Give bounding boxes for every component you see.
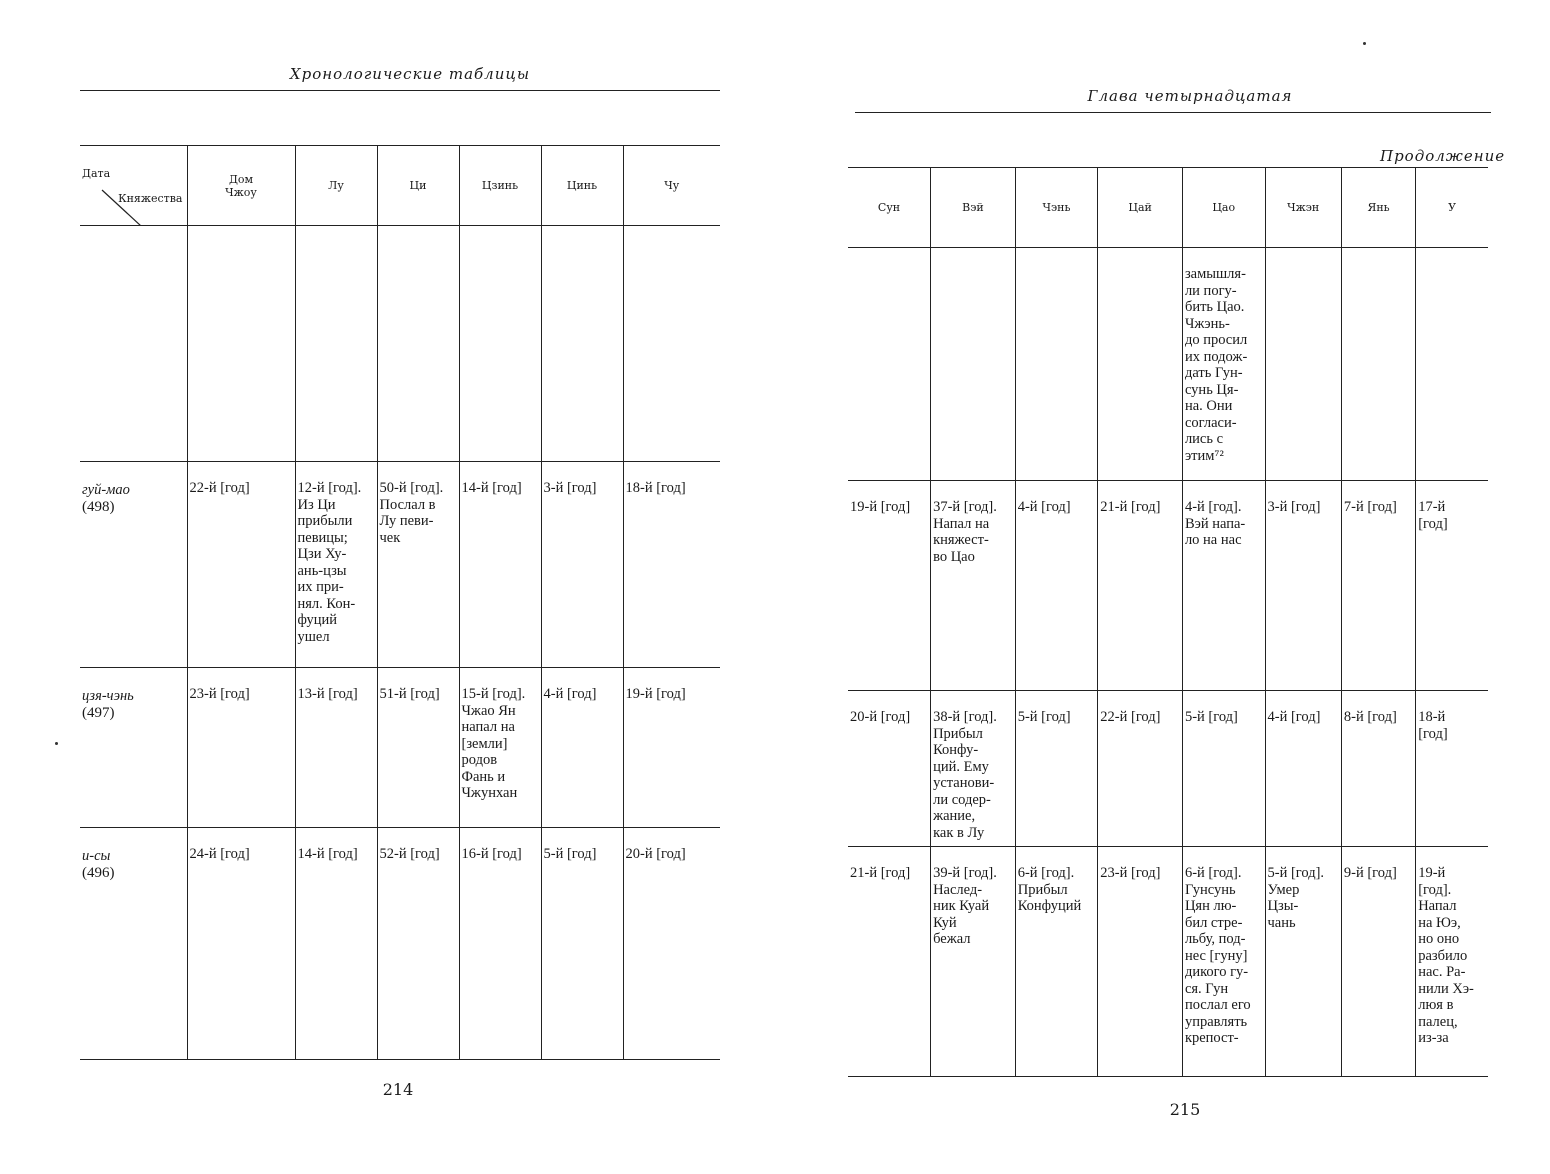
- header-rule: [80, 90, 720, 91]
- date-year: (498): [82, 499, 115, 515]
- column-header: Янь: [1341, 168, 1415, 248]
- column-header: Чжэн: [1265, 168, 1341, 248]
- date-year: (496): [82, 865, 115, 881]
- column-header: Вэй: [931, 168, 1016, 248]
- table-cell: 37-й [год]. Напал на княжест- во Цао: [931, 481, 1016, 691]
- scan-speck: [55, 742, 58, 745]
- table-cell: 20-й [год]: [848, 691, 931, 847]
- table-cell: 15-й [год]. Чжао Ян напал на [земли] родов Фань и Чжунхан: [459, 668, 541, 828]
- column-header: Дом Чжоу: [187, 146, 295, 226]
- table-cell: 52-й [год]: [377, 828, 459, 1060]
- table-cell: 18-й [год]: [1416, 691, 1488, 847]
- table-cell: [187, 226, 295, 462]
- column-header: Сун: [848, 168, 931, 248]
- table-cell: 18-й [год]: [623, 462, 720, 668]
- table-row: [80, 226, 720, 462]
- table-cell: 19-й [год]. Напал на Юэ, но оно разбило нас. Ра- нили Хэ- люя в палец, из-за: [1416, 847, 1488, 1077]
- right-page: [775, 0, 1550, 1174]
- table-cell: 5-й [год]. Умер Цзы- чань: [1265, 847, 1341, 1077]
- table-cell: 4-й [год]: [1265, 691, 1341, 847]
- table-cell: 14-й [год]: [459, 462, 541, 668]
- table-cell: 22-й [год]: [1098, 691, 1183, 847]
- table-cell: 6-й [год]. Прибыл Конфуций: [1015, 847, 1098, 1077]
- column-header: Лу: [295, 146, 377, 226]
- table-cell: 9-й [год]: [1341, 847, 1415, 1077]
- date-cell: [80, 462, 187, 668]
- column-header: Чу: [623, 146, 720, 226]
- table-cell: 21-й [год]: [1098, 481, 1183, 691]
- table-cell: [1265, 248, 1341, 481]
- column-header: Чэнь: [1015, 168, 1098, 248]
- date-cell: [80, 668, 187, 828]
- date-cyclical: цзя-чэнь: [82, 688, 134, 704]
- continued-label: Продолжение: [1380, 147, 1506, 165]
- header-rule: [855, 112, 1491, 113]
- table-cell: 14-й [год]: [295, 828, 377, 1060]
- chronology-table-left: [80, 145, 720, 1060]
- page-number: 215: [1169, 1100, 1201, 1119]
- table-cell: 19-й [год]: [623, 668, 720, 828]
- table-cell: 51-й [год]: [377, 668, 459, 828]
- table-cell: 7-й [год]: [1341, 481, 1415, 691]
- table-cell: 21-й [год]: [848, 847, 931, 1077]
- table-row: [848, 691, 1488, 847]
- table-cell: 6-й [год]. Гунсунь Цян лю- бил стре- льбу, под- нес [гуну] дикого гу- ся. Гун послал его управлять крепост-: [1182, 847, 1265, 1077]
- chronology-table-right: [848, 167, 1488, 1077]
- date-cell: [80, 828, 187, 1060]
- column-header: Цао: [1182, 168, 1265, 248]
- table-cell: [623, 226, 720, 462]
- table-cell: [541, 226, 623, 462]
- table-cell: 38-й [год]. Прибыл Конфу- ций. Ему установи- ли содер- жание, как в Лу: [931, 691, 1016, 847]
- table-cell: 12-й [год]. Из Ци прибыли певицы; Цзи Ху- ань-цзы их при- нял. Кон- фуций ушел: [295, 462, 377, 668]
- scan-speck: [1363, 42, 1366, 45]
- corner-bottom-label: Дата: [82, 166, 111, 180]
- date-cell: [80, 226, 187, 462]
- table-cell: 24-й [год]: [187, 828, 295, 1060]
- table-cell: 19-й [год]: [848, 481, 931, 691]
- table-cell: 16-й [год]: [459, 828, 541, 1060]
- column-header: Цай: [1098, 168, 1183, 248]
- table-row: [80, 462, 720, 668]
- date-cyclical: и-сы: [82, 848, 111, 864]
- date-year: (497): [82, 705, 115, 721]
- table-row: [80, 668, 720, 828]
- table-cell: 3-й [год]: [1265, 481, 1341, 691]
- header-row: [80, 146, 720, 226]
- table-cell: [848, 248, 931, 481]
- column-header: Цзинь: [459, 146, 541, 226]
- running-head: Глава четырнадцатая: [1087, 87, 1293, 105]
- table-cell: 3-й [год]: [541, 462, 623, 668]
- table-cell: замышля- ли погу- бить Цао. Чжэнь- до просил их подож- дать Гун- сунь Ця- на. Они согласи- лись с этим⁷²: [1182, 248, 1265, 481]
- corner-top-label: Княжества: [118, 191, 183, 205]
- running-head: Хронологические таблицы: [289, 65, 531, 83]
- table-cell: [931, 248, 1016, 481]
- table-cell: [1416, 248, 1488, 481]
- table-cell: [1098, 248, 1183, 481]
- table-cell: [377, 226, 459, 462]
- table-cell: 4-й [год]. Вэй напа- ло на нас: [1182, 481, 1265, 691]
- table-cell: [459, 226, 541, 462]
- table-cell: [295, 226, 377, 462]
- table-row: [848, 481, 1488, 691]
- table-cell: [1341, 248, 1415, 481]
- table-row: [848, 847, 1488, 1077]
- column-header: Ци: [377, 146, 459, 226]
- table-cell: 23-й [год]: [187, 668, 295, 828]
- table-cell: 5-й [год]: [1182, 691, 1265, 847]
- corner-header: [80, 146, 187, 226]
- table-cell: 39-й [год]. Наслед- ник Куай Куй бежал: [931, 847, 1016, 1077]
- table-cell: 5-й [год]: [1015, 691, 1098, 847]
- table-cell: 13-й [год]: [295, 668, 377, 828]
- table-row: [80, 828, 720, 1060]
- page-number: 214: [382, 1080, 414, 1099]
- header-row: [848, 168, 1488, 248]
- column-header: У: [1416, 168, 1488, 248]
- table-cell: 4-й [год]: [541, 668, 623, 828]
- table-row: [848, 248, 1488, 481]
- date-cyclical: гуй-мао: [82, 482, 130, 498]
- table-cell: 22-й [год]: [187, 462, 295, 668]
- table-cell: 5-й [год]: [541, 828, 623, 1060]
- table-cell: 20-й [год]: [623, 828, 720, 1060]
- table-cell: 50-й [год]. Послал в Лу певи- чек: [377, 462, 459, 668]
- table-cell: [1015, 248, 1098, 481]
- table-cell: 23-й [год]: [1098, 847, 1183, 1077]
- column-header: Цинь: [541, 146, 623, 226]
- table-cell: 8-й [год]: [1341, 691, 1415, 847]
- table-cell: 4-й [год]: [1015, 481, 1098, 691]
- table-cell: 17-й [год]: [1416, 481, 1488, 691]
